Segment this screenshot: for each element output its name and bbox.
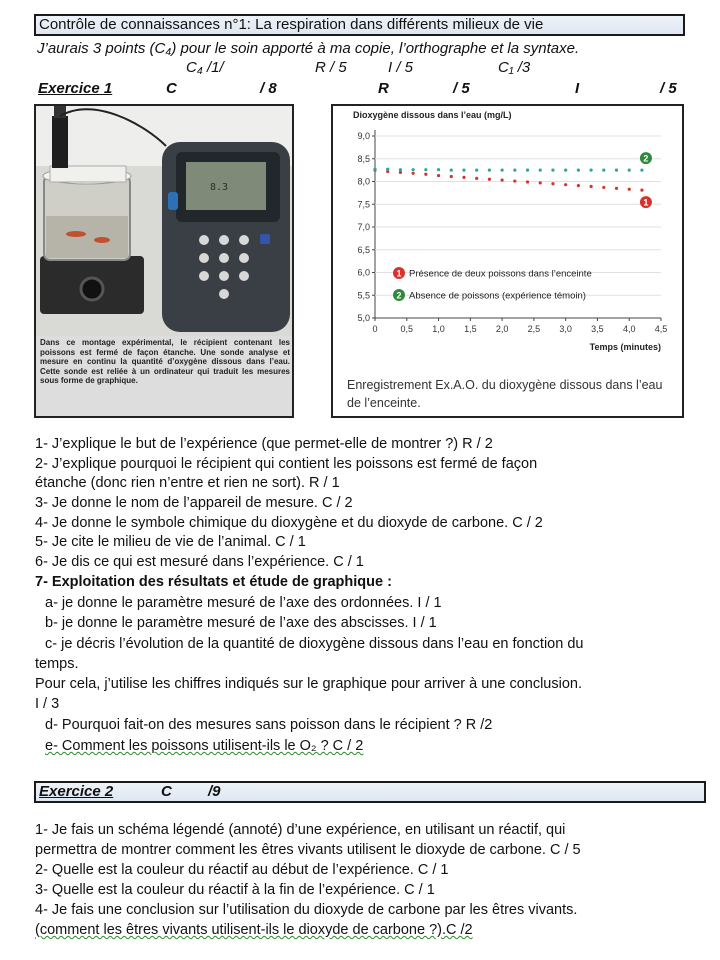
- point-control: [437, 168, 440, 171]
- exercise1-header: [35, 80, 690, 100]
- y-tick-label: 9,0: [357, 131, 370, 141]
- x-tick-label: 0: [372, 324, 378, 334]
- y-tick-label: 7,5: [357, 199, 370, 210]
- exercise1-score-c-max: / 8: [260, 80, 277, 97]
- point-control: [539, 169, 542, 172]
- oxymeter-illustration: [36, 106, 292, 336]
- photo-caption: Dans ce montage expérimental, le récipient contenant les poissons est fermé de façon étanche. Une sonde analyse et mesure en continu la quantité d’oxygène dissous dans l’eau. Cette sonde est reliée à un ordinateur qui traduit les mesures sous forme de graphique.: [40, 338, 290, 385]
- ex2-question-2: 2- Quelle est la couleur du réactif au début de l’expérience. C / 1: [35, 862, 449, 878]
- legend: [393, 267, 592, 302]
- point-control: [412, 168, 415, 171]
- svg-text:8.3: 8.3: [210, 182, 229, 193]
- legend-label: Présence de deux poissons dans l’enceinte: [409, 268, 592, 280]
- point-control: [564, 169, 567, 172]
- y-tick-label: 5,5: [357, 290, 370, 301]
- question-6: 6- Je dis ce qui est mesuré dans l’expérience. C / 1: [35, 554, 364, 570]
- ex2-question-1-cont: permettra de montrer comment les êtres vivants utilisent le dioxyde de carbone. C / 5: [35, 842, 581, 858]
- data-points: [373, 152, 652, 208]
- point-with-fish: [462, 176, 465, 179]
- experiment-photo: [34, 104, 294, 418]
- point-with-fish: [501, 179, 504, 182]
- question-7a: a- je donne le paramètre mesuré de l’axe des ordonnées. I / 1: [45, 595, 442, 611]
- x-tick-label: 4,5: [654, 324, 668, 334]
- question-7c-score: I / 3: [35, 696, 60, 712]
- x-tick-label: 1,5: [464, 324, 477, 334]
- question-1: 1- J’explique le but de l’expérience (que permet-elle de montrer ?) R / 2: [35, 436, 493, 452]
- question-7c-cont: temps.: [35, 656, 79, 672]
- oxygen-graph: [331, 104, 684, 418]
- point-with-fish: [424, 173, 427, 176]
- exercise1-label: Exercice 1: [38, 80, 113, 97]
- point-control: [488, 169, 491, 172]
- point-with-fish: [551, 182, 554, 185]
- x-tick-label: 0,5: [400, 324, 414, 334]
- x-tick-label: 3,5: [591, 324, 604, 334]
- point-control: [628, 169, 631, 172]
- exercise1-score-r: R: [378, 80, 389, 97]
- point-control: [602, 169, 605, 172]
- x-tick-label: 4,0: [622, 324, 636, 334]
- exercise1-score-c: C: [166, 80, 177, 97]
- question-3: 3- Je donne le nom de l’appareil de mesure. C / 2: [35, 495, 353, 511]
- point-control: [501, 169, 504, 172]
- point-control: [551, 169, 554, 172]
- point-with-fish: [564, 183, 567, 186]
- point-with-fish: [437, 174, 440, 177]
- point-control: [450, 169, 453, 172]
- subtitle: J’aurais 3 points (C₄) pour le soin apporté à ma copie, l’orthographe et la syntaxe.: [37, 40, 580, 57]
- point-control: [462, 169, 465, 172]
- x-axis-title: Temps (minutes): [589, 342, 661, 352]
- point-control: [589, 169, 592, 172]
- x-tick-labels: [372, 318, 667, 334]
- question-2-cont: étanche (donc rien n’entre et rien ne sort). R / 1: [35, 475, 340, 491]
- score-line-r: R / 5: [315, 59, 347, 76]
- y-tick-label: 7,0: [357, 222, 370, 232]
- exercise2-score-max: /9: [208, 783, 221, 800]
- point-with-fish: [602, 186, 605, 189]
- point-control: [399, 168, 402, 171]
- question-2: 2- J’explique pourquoi le récipient qui contient les poissons est fermé de façon: [35, 456, 538, 472]
- score-line-i: I / 5: [388, 59, 414, 76]
- y-tick-label: 5,0: [357, 313, 370, 323]
- point-control: [475, 169, 478, 172]
- question-7: 7- Exploitation des résultats et étude de graphique :: [35, 574, 392, 590]
- exercise2-header: [34, 781, 706, 803]
- point-control: [386, 168, 389, 171]
- y-tick-label: 8,0: [357, 176, 370, 187]
- exercise2-label: Exercice 2: [39, 783, 114, 800]
- question-7b: b- je donne le paramètre mesuré de l’axe des abscisses. I / 1: [45, 615, 437, 631]
- point-with-fish: [628, 188, 631, 191]
- exercise2-score-c: C: [161, 783, 172, 800]
- point-with-fish: [539, 181, 542, 184]
- oxygen-chart: [333, 106, 682, 368]
- legend-marker-label: 1: [396, 268, 402, 279]
- point-with-fish: [526, 180, 529, 183]
- point-control: [577, 169, 580, 172]
- x-tick-label: 1,0: [432, 324, 445, 334]
- score-line-c4: C₄ /1/: [186, 59, 224, 76]
- point-with-fish: [475, 177, 478, 180]
- exercise1-score-r-max: / 5: [453, 80, 470, 97]
- question-7e: e- Comment les poissons utilisent-ils le O₂ ? C / 2: [45, 738, 364, 754]
- point-control: [373, 168, 376, 171]
- point-with-fish: [615, 187, 618, 190]
- score-line-c1: C₁ /3: [498, 59, 531, 76]
- point-with-fish: [513, 179, 516, 182]
- x-tick-label: 3,0: [559, 324, 572, 334]
- ex2-question-3: 3- Quelle est la couleur du réactif à la fin de l’expérience. C / 1: [35, 882, 435, 898]
- exercise1-score-i-max: / 5: [660, 80, 677, 97]
- point-with-fish: [589, 185, 592, 188]
- exercise1-score-i: I: [575, 80, 580, 97]
- y-tick-label: 8,5: [357, 153, 370, 164]
- point-with-fish: [399, 171, 402, 174]
- ex2-question-1: 1- Je fais un schéma légendé (annoté) d’une expérience, en utilisant un réactif, qui: [35, 822, 566, 838]
- question-5: 5- Je cite le milieu de vie de l’animal. C / 1: [35, 534, 306, 550]
- legend-label: Absence de poissons (expérience témoin): [409, 290, 586, 302]
- question-4: 4- Je donne le symbole chimique du dioxygène et du dioxyde de carbone. C / 2: [35, 515, 543, 531]
- point-with-fish: [640, 189, 643, 192]
- point-control: [615, 169, 618, 172]
- ex2-question-4: 4- Je fais une conclusion sur l’utilisation du dioxyde de carbone par les êtres vivants.: [35, 902, 578, 918]
- x-tick-label: 2,0: [495, 324, 509, 334]
- question-7c: c- je décris l’évolution de la quantité de dioxygène dissous dans l’eau en fonction du: [45, 636, 584, 652]
- point-control: [424, 168, 427, 171]
- y-tick-labels: [357, 131, 375, 323]
- chart-title: Dioxygène dissous dans l’eau (mg/L): [353, 110, 512, 120]
- question-7c-method: Pour cela, j’utilise les chiffres indiqués sur le graphique pour arriver à une conclusion.: [35, 676, 582, 692]
- point-with-fish: [577, 184, 580, 187]
- graph-caption: Enregistrement Ex.A.O. du dioxygène dissous dans l’eau de l’enceinte.: [347, 378, 663, 410]
- point-with-fish: [488, 178, 491, 181]
- x-tick-label: 2,5: [527, 324, 541, 334]
- point-control: [640, 169, 643, 172]
- ex2-question-4-cont: (comment les êtres vivants utilisent-ils le dioxyde de carbone ?).C /2: [35, 922, 473, 938]
- point-with-fish: [412, 172, 415, 175]
- question-7d: d- Pourquoi fait-on des mesures sans poisson dans le récipient ? R /2: [45, 717, 493, 733]
- y-tick-label: 6,0: [357, 267, 370, 278]
- legend-marker-label: 2: [396, 290, 402, 301]
- series-end-marker-label: 1: [643, 197, 649, 208]
- point-control: [513, 169, 516, 172]
- point-with-fish: [450, 175, 453, 178]
- point-control: [526, 169, 529, 172]
- y-tick-label: 6,5: [357, 244, 370, 255]
- series-end-marker-label: 2: [643, 153, 649, 164]
- page-title: Contrôle de connaissances n°1: La respiration dans différents milieux de vie: [34, 14, 685, 36]
